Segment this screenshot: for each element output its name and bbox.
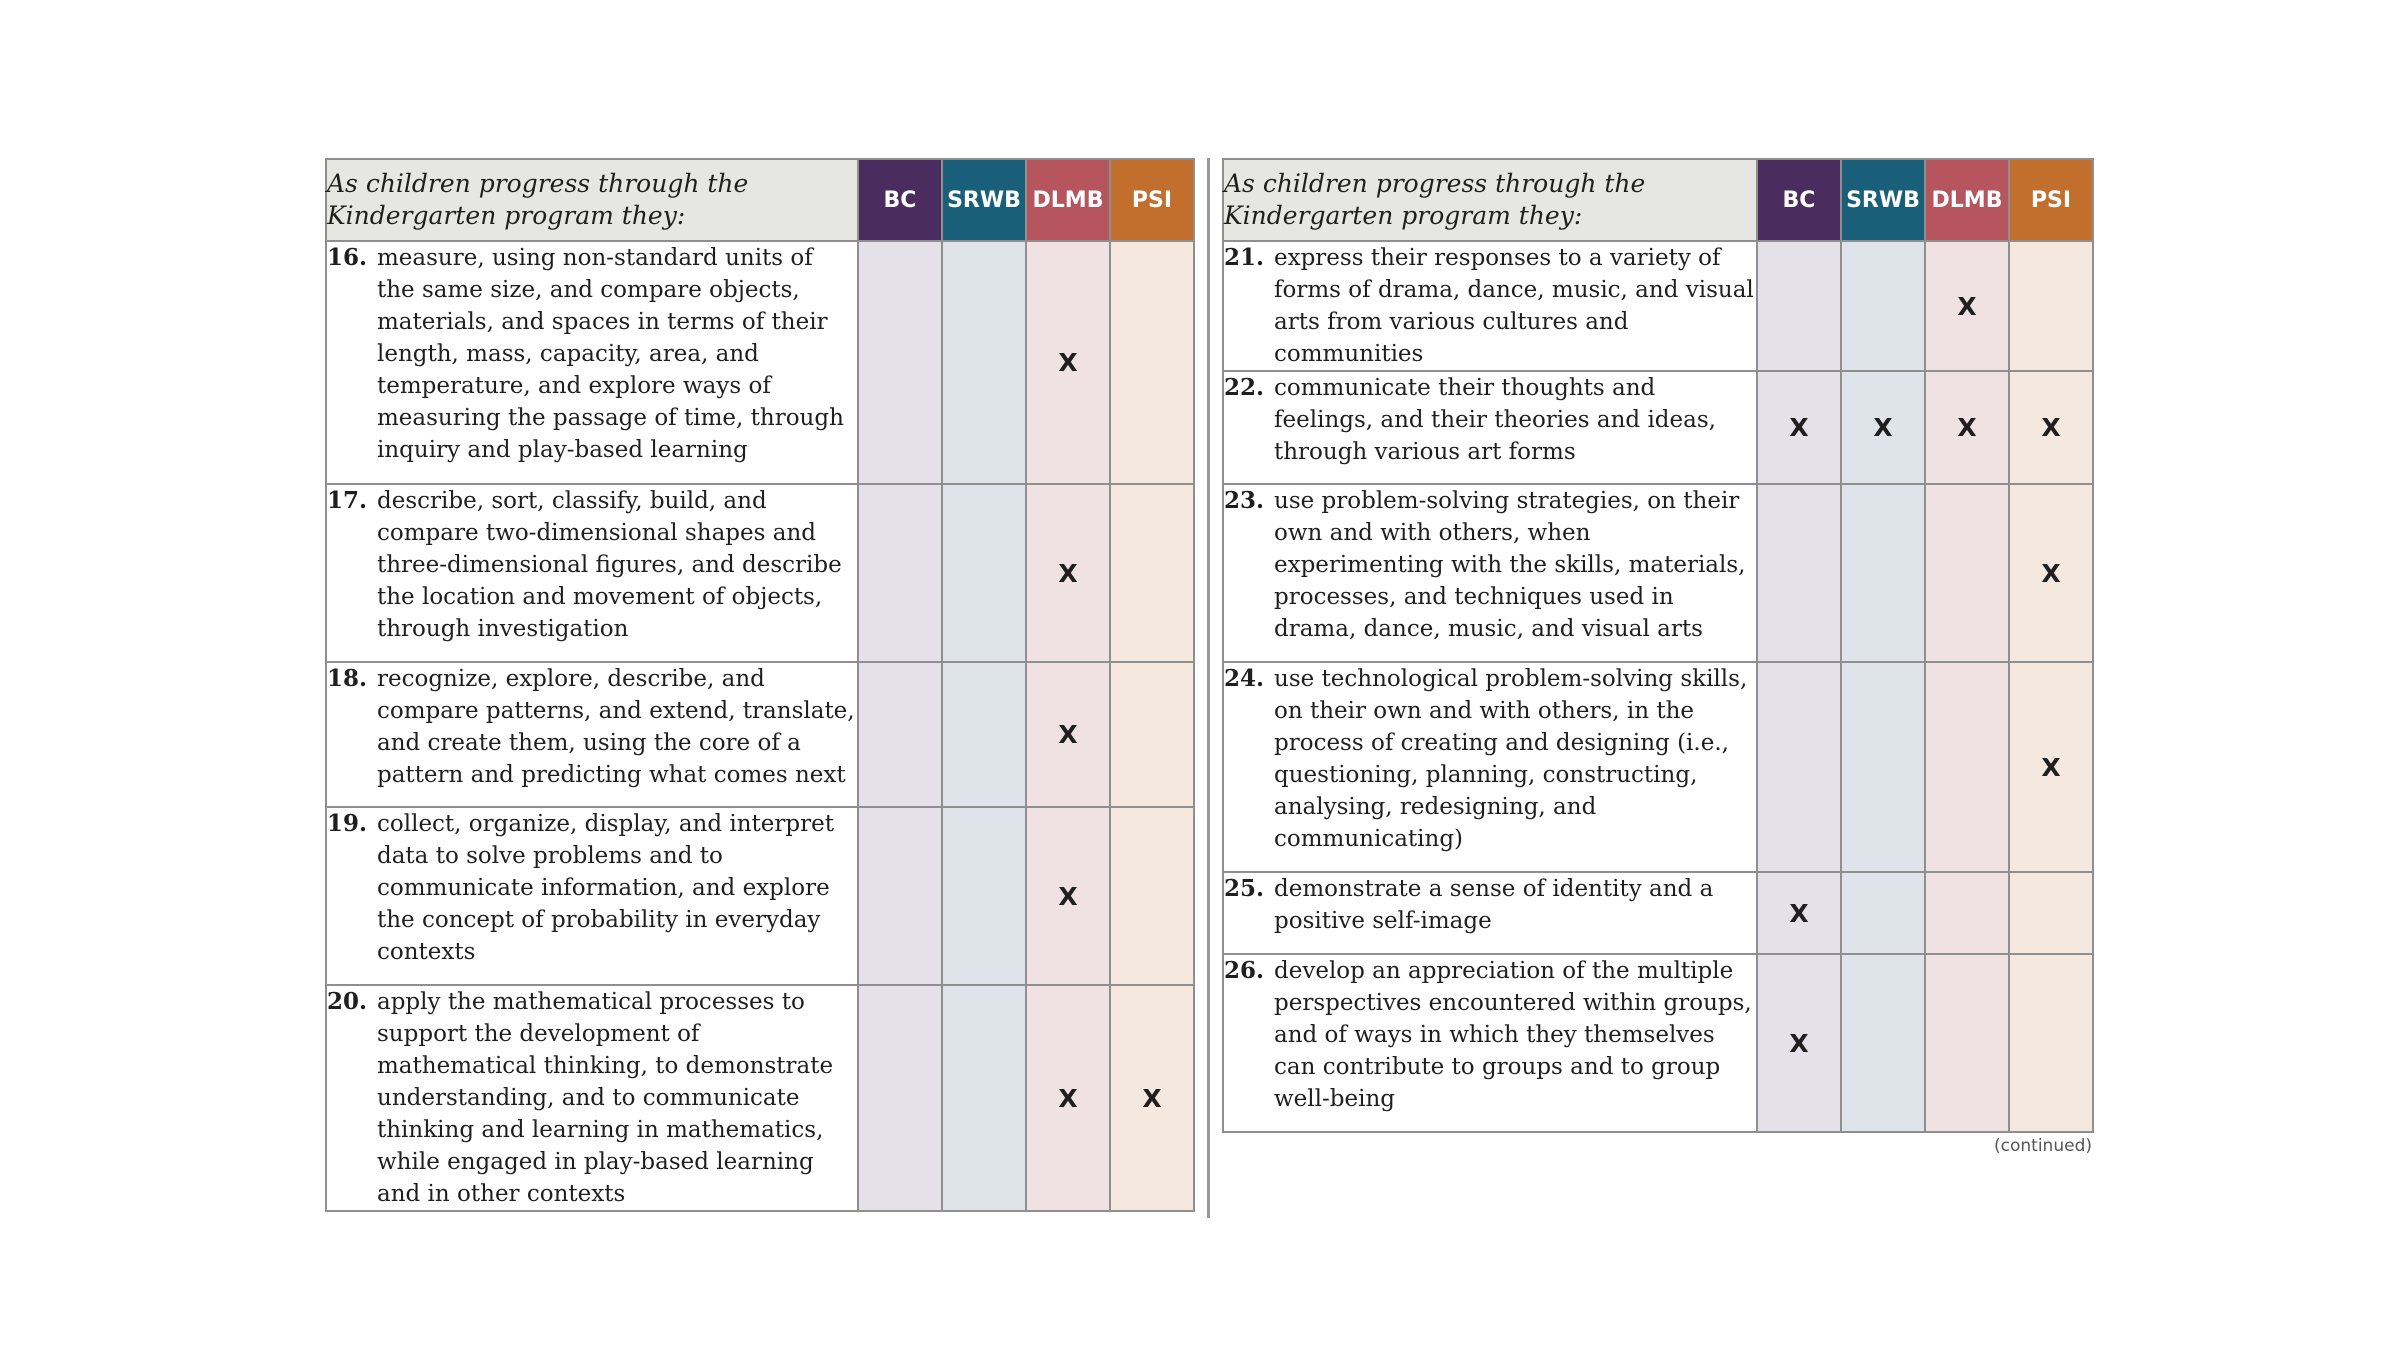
continued-note: (continued) [1994, 1136, 2092, 1156]
mark-bc: X [1757, 371, 1841, 484]
mark-dlmb: X [1925, 241, 2009, 371]
mark-psi [2009, 872, 2093, 954]
table-row [326, 484, 1194, 662]
mark-bc: X [1757, 872, 1841, 954]
mark-dlmb [1925, 872, 2009, 954]
table-row [326, 807, 1194, 985]
mark-bc: X [1757, 954, 1841, 1132]
mark-dlmb: X [1925, 371, 2009, 484]
mark-dlmb [1925, 662, 2009, 872]
item-text: communicate their thoughts and feelings, and their theories and ideas, through various art forms [1274, 375, 1716, 465]
mark-dlmb: X [1026, 484, 1110, 662]
mark-bc [858, 985, 942, 1211]
mark-srwb [1841, 241, 1925, 371]
table-header-text: As children progress through the Kindergarten program they: [326, 159, 858, 241]
mark-srwb [1841, 872, 1925, 954]
mark-srwb [942, 241, 1026, 484]
mark-psi: X [1110, 985, 1194, 1211]
item-text: recognize, explore, describe, and compare patterns, and extend, translate, and create them, using the core of a pattern and predicting what comes next [377, 666, 855, 788]
mark-psi [1110, 807, 1194, 985]
mark-srwb [1841, 954, 1925, 1132]
item-text: apply the mathematical processes to support the development of mathematical thinking, to demonstrate understanding, and to communicate thinking and learning in mathematics, while engaged in play-based learning and in other contexts [377, 989, 834, 1207]
mark-psi: X [2009, 371, 2093, 484]
item-text: describe, sort, classify, build, and compare two-dimensional shapes and three-dimensional figures, and describe the location and movement of objects, through investigation [377, 488, 842, 642]
mark-srwb: X [1841, 371, 1925, 484]
item-text: use technological problem-solving skills, on their own and with others, in the process of creating and designing (i.e., questioning, planning, constructing, analysing, redesigning, and communicating) [1274, 666, 1748, 852]
column-header-srwb: SRWB [1841, 159, 1925, 241]
mark-dlmb: X [1026, 985, 1110, 1211]
table-row [326, 241, 1194, 484]
table-row [1223, 371, 2093, 484]
table-header-text: As children progress through the Kindergarten program they: [1223, 159, 1757, 241]
item-number: 18. [327, 665, 368, 692]
item-text: measure, using non-standard units of the same size, and compare objects, materials, and spaces in terms of their length, mass, capacity, area, and temperature, and explore ways of measuring the passage of time, through inquiry and play-based learning [377, 245, 844, 463]
mark-psi [1110, 241, 1194, 484]
column-header-psi: PSI [1110, 159, 1194, 241]
page-divider [1207, 158, 1210, 1218]
item-text: use problem-solving strategies, on their own and with others, when experimenting with the skills, materials, processes, and techniques used in drama, dance, music, and visual arts [1274, 488, 1746, 642]
mark-bc [1757, 241, 1841, 371]
mark-dlmb: X [1026, 807, 1110, 985]
mark-psi [1110, 662, 1194, 807]
mark-bc [858, 241, 942, 484]
column-header-dlmb: DLMB [1026, 159, 1110, 241]
mark-bc [858, 484, 942, 662]
item-text: demonstrate a sense of identity and a positive self-image [1274, 876, 1714, 934]
mark-psi: X [2009, 484, 2093, 662]
item-text: develop an appreciation of the multiple perspectives encountered within groups, and of ways in which they themselves can contribute to groups and to group well-being [1274, 958, 1752, 1112]
mark-dlmb [1925, 954, 2009, 1132]
item-text: express their responses to a variety of forms of drama, dance, music, and visual arts from various cultures and communities [1274, 245, 1754, 367]
mark-bc [858, 807, 942, 985]
item-number: 16. [327, 244, 368, 271]
item-text: collect, organize, display, and interpret data to solve problems and to communicate information, and explore the concept of probability in everyday contexts [377, 811, 834, 965]
mark-srwb [1841, 662, 1925, 872]
mark-psi [2009, 241, 2093, 371]
item-number: 25. [1224, 875, 1265, 902]
mark-dlmb: X [1026, 662, 1110, 807]
mark-psi [2009, 954, 2093, 1132]
mark-psi [1110, 484, 1194, 662]
item-number: 20. [327, 988, 368, 1015]
mark-bc [1757, 484, 1841, 662]
right-expectations-table [1222, 158, 2094, 1133]
table-row [1223, 484, 2093, 662]
mark-dlmb: X [1026, 241, 1110, 484]
item-number: 24. [1224, 665, 1265, 692]
column-header-bc: BC [1757, 159, 1841, 241]
table-row [326, 985, 1194, 1211]
column-header-psi: PSI [2009, 159, 2093, 241]
table-row [1223, 241, 2093, 371]
left-expectations-table [325, 158, 1195, 1212]
table-row [1223, 872, 2093, 954]
item-number: 17. [327, 487, 368, 514]
mark-srwb [1841, 484, 1925, 662]
table-row [1223, 954, 2093, 1132]
mark-psi: X [2009, 662, 2093, 872]
item-number: 26. [1224, 957, 1265, 984]
item-number: 21. [1224, 244, 1265, 271]
column-header-srwb: SRWB [942, 159, 1026, 241]
mark-bc [858, 662, 942, 807]
mark-srwb [942, 484, 1026, 662]
table-row [326, 662, 1194, 807]
item-number: 19. [327, 810, 368, 837]
mark-bc [1757, 662, 1841, 872]
item-number: 22. [1224, 374, 1265, 401]
item-number: 23. [1224, 487, 1265, 514]
column-header-dlmb: DLMB [1925, 159, 2009, 241]
table-row [1223, 662, 2093, 872]
mark-srwb [942, 662, 1026, 807]
mark-srwb [942, 985, 1026, 1211]
column-header-bc: BC [858, 159, 942, 241]
mark-dlmb [1925, 484, 2009, 662]
mark-srwb [942, 807, 1026, 985]
